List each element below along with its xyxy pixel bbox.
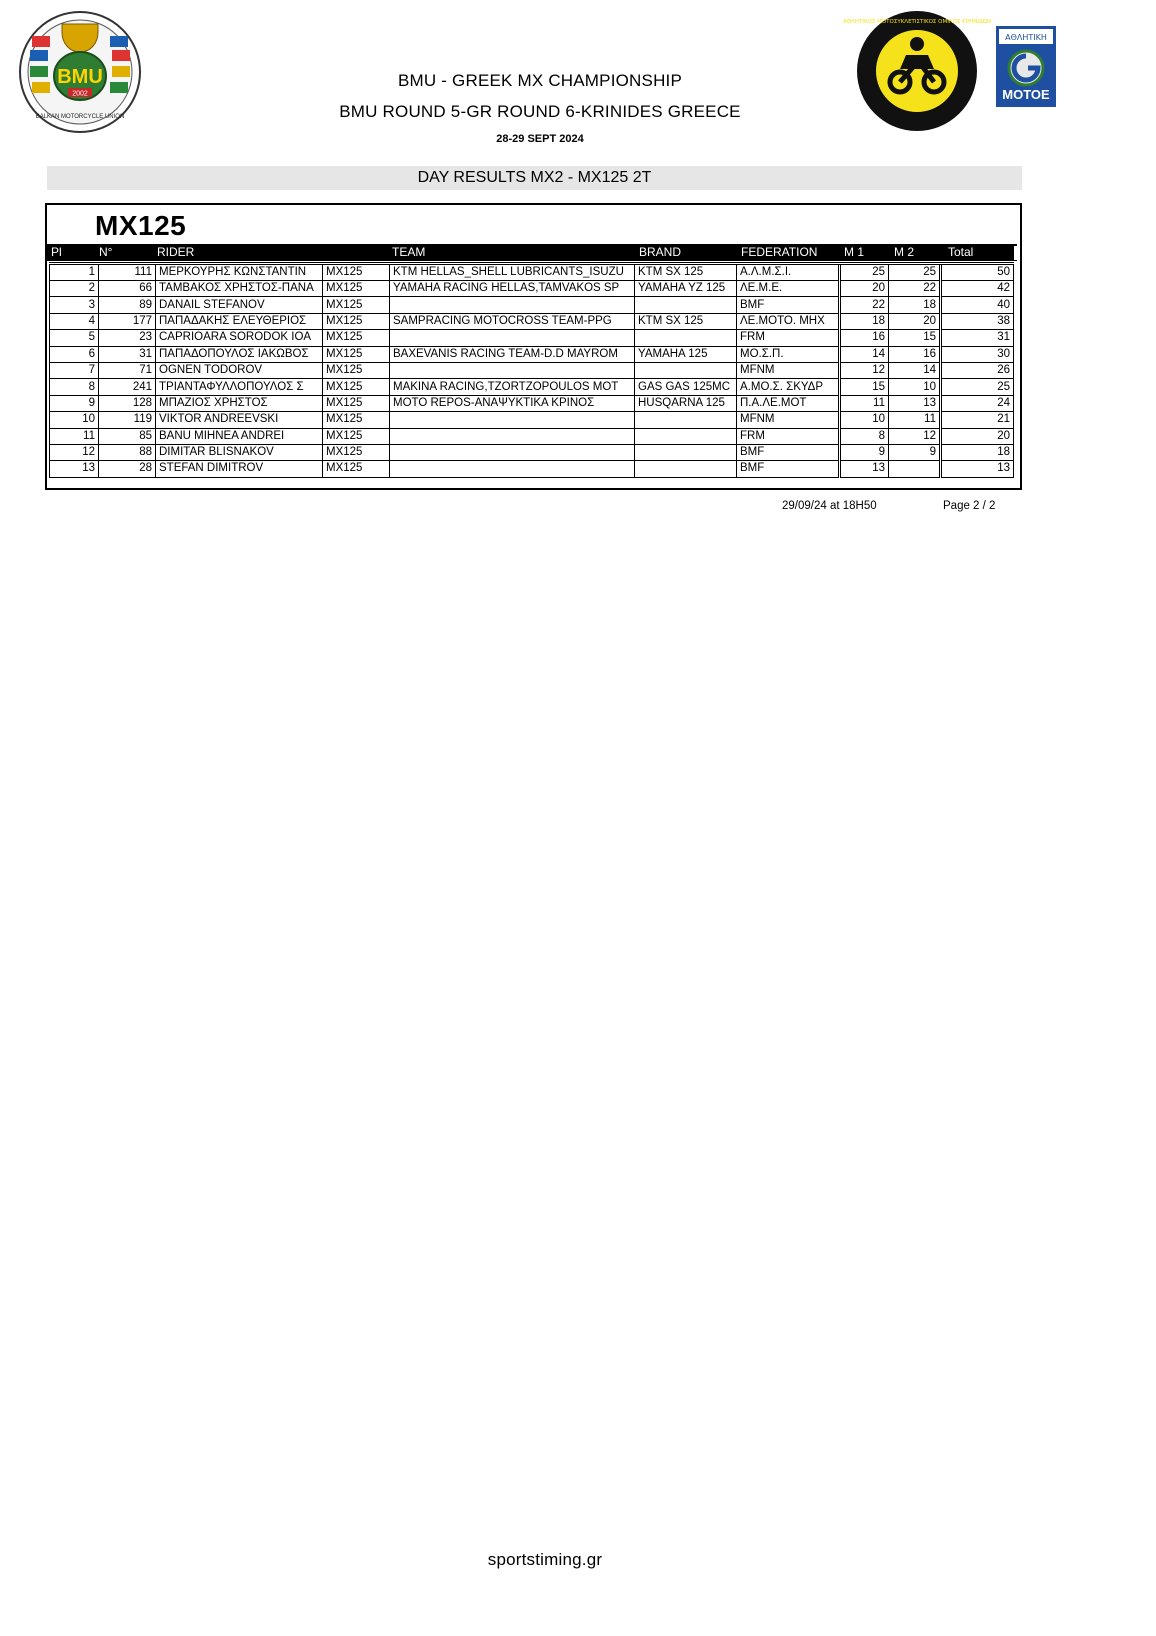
cell-pl: 7 <box>50 362 99 378</box>
printed-timestamp: 29/09/24 at 18H50 <box>782 500 877 512</box>
cell-brand: YAMAHA YZ 125 <box>635 281 737 297</box>
col-m2-header: M 2 <box>894 245 915 259</box>
cell-federation: BMF <box>737 461 840 477</box>
cell-class: MX125 <box>323 444 390 460</box>
cell-m1: 8 <box>840 428 889 444</box>
cell-pl: 6 <box>50 346 99 362</box>
table-row <box>50 379 1014 395</box>
results-panel <box>45 203 1022 490</box>
cell-federation: BMF <box>737 444 840 460</box>
cell-federation: FRM <box>737 330 840 346</box>
cell-m1: 13 <box>840 461 889 477</box>
table-row <box>50 362 1014 378</box>
cell-team <box>390 330 635 346</box>
svg-text:MOTOE: MOTOE <box>1002 87 1050 102</box>
cell-team: SAMPRACING MOTOCROSS TEAM-PPG <box>390 313 635 329</box>
cell-class: MX125 <box>323 297 390 313</box>
cell-no: 111 <box>99 264 156 281</box>
cell-pl: 1 <box>50 264 99 281</box>
cell-no: 119 <box>99 412 156 428</box>
cell-m1: 18 <box>840 313 889 329</box>
cell-m1: 22 <box>840 297 889 313</box>
col-team-header: TEAM <box>392 245 426 259</box>
cell-brand: KTM SX 125 <box>635 313 737 329</box>
motoe-logo <box>996 26 1056 107</box>
cell-brand: GAS GAS 125MC <box>635 379 737 395</box>
cell-pl: 2 <box>50 281 99 297</box>
page-number: Page 2 / 2 <box>943 500 996 512</box>
cell-team: KTM HELLAS_SHELL LUBRICANTS_ISUZU <box>390 264 635 281</box>
cell-brand <box>635 297 737 313</box>
cell-rider: ΤΑΜΒΑΚΟΣ ΧΡΗΣΤΟΣ-ΠΑΝΑ <box>156 281 323 297</box>
cell-rider: ΜΕΡΚΟΥΡΗΣ ΚΩΝΣΤΑΝΤΙΝ <box>156 264 323 281</box>
cell-rider: DIMITAR BLISNAKOV <box>156 444 323 460</box>
cell-total: 31 <box>941 330 1014 346</box>
cell-no: 88 <box>99 444 156 460</box>
cell-brand <box>635 444 737 460</box>
cell-team <box>390 444 635 460</box>
site-footer: sportstiming.gr <box>487 1550 603 1569</box>
round-title: BMU ROUND 5-GR ROUND 6-KRINIDES GREECE <box>339 102 741 121</box>
cell-pl: 8 <box>50 379 99 395</box>
cell-brand <box>635 461 737 477</box>
svg-text:BMU: BMU <box>57 66 103 88</box>
col-federation-header: FEDERATION <box>741 245 818 259</box>
cell-m1: 11 <box>840 395 889 411</box>
col-no-header: N° <box>99 245 113 259</box>
cell-team <box>390 297 635 313</box>
header-end-bar <box>1014 246 1017 260</box>
cell-pl: 12 <box>50 444 99 460</box>
cell-m1: 10 <box>840 412 889 428</box>
cell-m2: 11 <box>889 412 941 428</box>
cell-rider: STEFAN DIMITROV <box>156 461 323 477</box>
cell-federation: Α.Λ.Μ.Σ.Ι. <box>737 264 840 281</box>
cell-pl: 3 <box>50 297 99 313</box>
svg-text:ΑΘΛΗΤΙΚΟΣ ΜΟΤΟΣΥΚΛΕΤΙΣΤΙΚΟΣ ΟΜ: ΑΘΛΗΤΙΚΟΣ ΜΟΤΟΣΥΚΛΕΤΙΣΤΙΚΟΣ ΟΜΙΛΟΣ ΚΡΗΝΙΔΩΝ <box>842 19 992 25</box>
cell-no: 128 <box>99 395 156 411</box>
cell-federation: BMF <box>737 297 840 313</box>
col-rider-header: RIDER <box>157 245 195 259</box>
cell-class: MX125 <box>323 461 390 477</box>
cell-m2: 22 <box>889 281 941 297</box>
cell-m2: 25 <box>889 264 941 281</box>
svg-text:BALKAN MOTORCYCLE UNION: BALKAN MOTORCYCLE UNION <box>35 114 125 120</box>
cell-class: MX125 <box>323 428 390 444</box>
cell-team <box>390 362 635 378</box>
table-row <box>50 330 1014 346</box>
cell-m2 <box>889 461 941 477</box>
cell-total: 42 <box>941 281 1014 297</box>
cell-m1: 20 <box>840 281 889 297</box>
cell-rider: CAPRIOARA SORODOK IOA <box>156 330 323 346</box>
cell-m2: 20 <box>889 313 941 329</box>
col-m1-header: M 1 <box>844 245 865 259</box>
cell-federation: MFNM <box>737 362 840 378</box>
cell-class: MX125 <box>323 346 390 362</box>
cell-no: 71 <box>99 362 156 378</box>
cell-m1: 12 <box>840 362 889 378</box>
cell-rider: ΤΡΙΑΝΤΑΦΥΛΛΟΠΟΥΛΟΣ Σ <box>156 379 323 395</box>
svg-text:ΑΘΛΗΤΙΚΗ: ΑΘΛΗΤΙΚΗ <box>1005 33 1047 42</box>
cell-m1: 9 <box>840 444 889 460</box>
cell-federation: ΛΕ.ΜΟΤΟ. ΜΗΧ <box>737 313 840 329</box>
svg-text:2002: 2002 <box>72 90 88 98</box>
table-row <box>50 264 1014 281</box>
cell-class: MX125 <box>323 395 390 411</box>
cell-brand: HUSQARNA 125 <box>635 395 737 411</box>
cell-class: MX125 <box>323 330 390 346</box>
cell-m2: 16 <box>889 346 941 362</box>
cell-class: MX125 <box>323 281 390 297</box>
cell-total: 30 <box>941 346 1014 362</box>
table-row <box>50 297 1014 313</box>
cell-no: 31 <box>99 346 156 362</box>
cell-m2: 14 <box>889 362 941 378</box>
cell-total: 21 <box>941 412 1014 428</box>
cell-team: MOTO REPOS-ΑΝΑΨΥΚΤΙΚΑ ΚΡΙΝΟΣ <box>390 395 635 411</box>
cell-total: 40 <box>941 297 1014 313</box>
table-row <box>50 281 1014 297</box>
cell-brand <box>635 330 737 346</box>
cell-rider: ΠΑΠΑΔΑΚΗΣ ΕΛΕΥΘΕΡΙΟΣ <box>156 313 323 329</box>
cell-team: MAKINA RACING,TZORTZOPOULOS MOT <box>390 379 635 395</box>
cell-team <box>390 461 635 477</box>
cell-brand: KTM SX 125 <box>635 264 737 281</box>
cell-class: MX125 <box>323 264 390 281</box>
cell-brand <box>635 412 737 428</box>
cell-total: 13 <box>941 461 1014 477</box>
cell-m2: 10 <box>889 379 941 395</box>
table-row <box>50 412 1014 428</box>
cell-brand: YAMAHA 125 <box>635 346 737 362</box>
cell-total: 18 <box>941 444 1014 460</box>
cell-total: 20 <box>941 428 1014 444</box>
cell-no: 89 <box>99 297 156 313</box>
table-header <box>47 244 1017 261</box>
cell-federation: ΛΕ.Μ.Ε. <box>737 281 840 297</box>
cell-team <box>390 428 635 444</box>
cell-total: 50 <box>941 264 1014 281</box>
cell-pl: 13 <box>50 461 99 477</box>
cell-total: 38 <box>941 313 1014 329</box>
cell-no: 85 <box>99 428 156 444</box>
cell-rider: VIKTOR ANDREEVSKI <box>156 412 323 428</box>
cell-rider: OGNEN TODOROV <box>156 362 323 378</box>
cell-no: 66 <box>99 281 156 297</box>
results-table <box>49 262 1014 478</box>
cell-m2: 15 <box>889 330 941 346</box>
cell-federation: FRM <box>737 428 840 444</box>
cell-total: 26 <box>941 362 1014 378</box>
cell-m1: 14 <box>840 346 889 362</box>
cell-brand <box>635 362 737 378</box>
cell-m2: 18 <box>889 297 941 313</box>
cell-pl: 11 <box>50 428 99 444</box>
championship-title: BMU - GREEK MX CHAMPIONSHIP <box>397 71 683 90</box>
cell-federation: Π.Α.ΛΕ.ΜΟΤ <box>737 395 840 411</box>
cell-pl: 10 <box>50 412 99 428</box>
cell-pl: 5 <box>50 330 99 346</box>
cell-pl: 9 <box>50 395 99 411</box>
cell-m2: 9 <box>889 444 941 460</box>
cell-no: 23 <box>99 330 156 346</box>
cell-total: 25 <box>941 379 1014 395</box>
table-row <box>50 461 1014 477</box>
cell-federation: ΜΟ.Σ.Π. <box>737 346 840 362</box>
category-title: MX125 <box>95 210 187 241</box>
cell-class: MX125 <box>323 362 390 378</box>
cell-m1: 15 <box>840 379 889 395</box>
cell-team <box>390 412 635 428</box>
col-total-header: Total <box>948 245 974 259</box>
cell-m1: 25 <box>840 264 889 281</box>
cell-team: BAXEVANIS RACING TEAM-D.D MAYROM <box>390 346 635 362</box>
cell-rider: ΜΠΑΖΙΟΣ ΧΡΗΣΤΟΣ <box>156 395 323 411</box>
cell-class: MX125 <box>323 379 390 395</box>
cell-class: MX125 <box>323 313 390 329</box>
table-row <box>50 395 1014 411</box>
table-row <box>50 444 1014 460</box>
cell-m2: 13 <box>889 395 941 411</box>
cell-pl: 4 <box>50 313 99 329</box>
table-row <box>50 428 1014 444</box>
day-results-title: DAY RESULTS MX2 - MX125 2T <box>47 166 1022 190</box>
table-row <box>50 346 1014 362</box>
cell-total: 24 <box>941 395 1014 411</box>
cell-no: 177 <box>99 313 156 329</box>
cell-rider: DANAIL STEFANOV <box>156 297 323 313</box>
cell-no: 28 <box>99 461 156 477</box>
cell-rider: ΠΑΠΑΔΟΠΟΥΛΟΣ ΙΑΚΩΒΟΣ <box>156 346 323 362</box>
cell-m2: 12 <box>889 428 941 444</box>
table-row <box>50 313 1014 329</box>
cell-federation: Α.ΜΟ.Σ. ΣΚΥΔΡ <box>737 379 840 395</box>
cell-federation: MFNM <box>737 412 840 428</box>
cell-team: YAMAHA RACING HELLAS,TAMVAKOS SP <box>390 281 635 297</box>
col-brand-header: BRAND <box>639 245 682 259</box>
cell-class: MX125 <box>323 412 390 428</box>
cell-m1: 16 <box>840 330 889 346</box>
event-dates: 28-29 SEPT 2024 <box>496 133 584 145</box>
col-pl-header: Pl <box>51 245 62 259</box>
cell-brand <box>635 428 737 444</box>
cell-rider: BANU MIHNEA ANDREI <box>156 428 323 444</box>
cell-no: 241 <box>99 379 156 395</box>
